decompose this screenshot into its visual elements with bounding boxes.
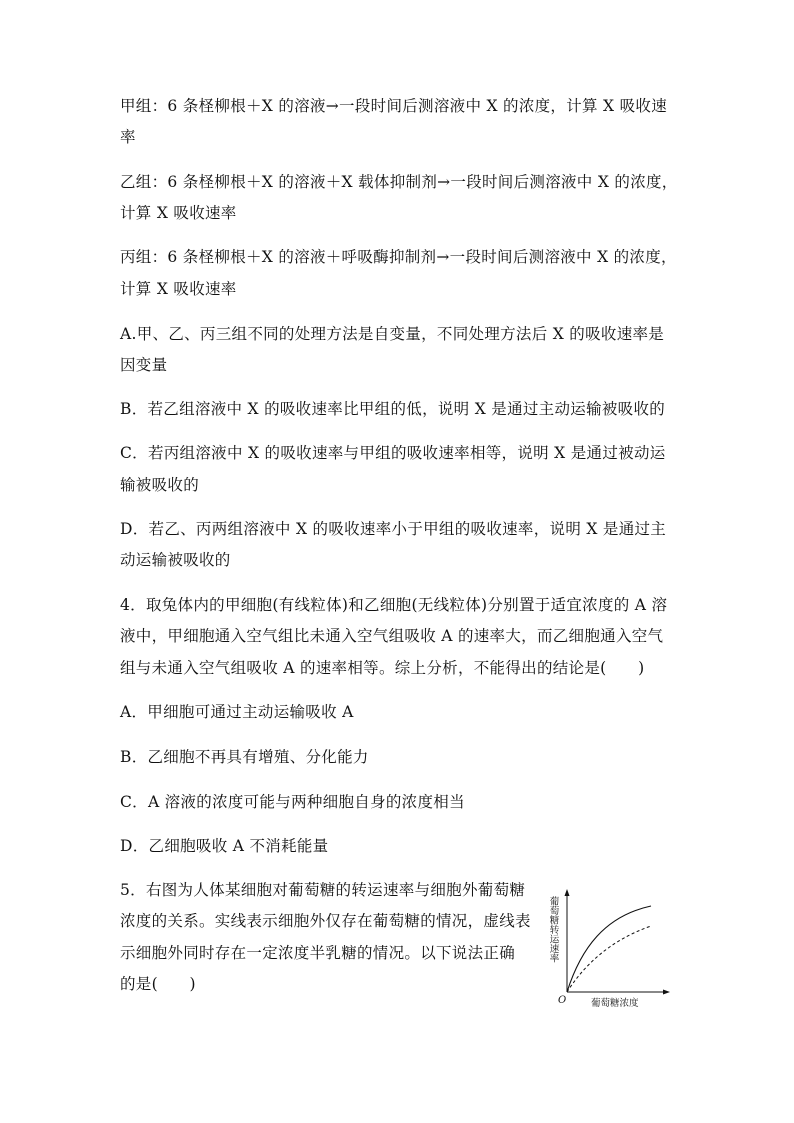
- q3-option-b: B．若乙组溶液中 X 的吸收速率比甲组的低，说明 X 是通过主动运输被吸收的: [120, 400, 666, 418]
- figure-svg: [545, 888, 685, 1013]
- q4-option-a: A．甲细胞可通过主动运输吸收 A: [120, 703, 354, 721]
- q3-option-d-line-1: D．若乙、丙两组溶液中 X 的吸收速率小于甲组的吸收速率，说明 X 是通过主: [120, 520, 667, 538]
- q5-stem-line-2: 浓度的关系。实线表示细胞外仅存在葡萄糖的情况，虚线表: [120, 912, 531, 930]
- group-jia-line-2: 率: [120, 128, 136, 146]
- q4-option-b: B．乙细胞不再具有增殖、分化能力: [120, 748, 369, 766]
- group-yi-line-1: 乙组：6 条柽柳根＋X 的溶液＋X 载体抑制剂→一段时间后测溶液中 X 的浓度，: [120, 173, 678, 191]
- q3-option-c-line-2: 输被吸收的: [120, 476, 200, 494]
- q5-stem-line-3: 示细胞外同时存在一定浓度半乳糖的情况。以下说法正确: [120, 944, 516, 962]
- group-jia-line-1: 甲组：6 条柽柳根＋X 的溶液→一段时间后测溶液中 X 的浓度，计算 X 吸收速: [120, 97, 668, 115]
- q4-option-d: D．乙细胞吸收 A 不消耗能量: [120, 837, 329, 855]
- q3-option-a-line-1: A.甲、乙、丙三组不同的处理方法是自变量，不同处理方法后 X 的吸收速率是: [120, 325, 665, 343]
- q4-stem-line-1: 4．取兔体内的甲细胞(有线粒体)和乙细胞(无线粒体)分别置于适宜浓度的 A 溶: [120, 596, 668, 614]
- q3-option-d-line-2: 动运输被吸收的: [120, 551, 231, 569]
- group-bing-line-2: 计算 X 吸收速率: [120, 280, 237, 298]
- dashed-curve-with-galactose: [567, 926, 651, 992]
- x-axis-arrow: [663, 990, 670, 995]
- q4-option-c: C．A 溶液的浓度可能与两种细胞自身的浓度相当: [120, 793, 465, 811]
- q5-stem-line-1: 5．右图为人体某细胞对葡萄糖的转运速率与细胞外葡萄糖: [120, 881, 526, 899]
- q3-option-c-line-1: C．若丙组溶液中 X 的吸收速率与甲组的吸收速率相等，说明 X 是通过被动运: [120, 444, 666, 462]
- q3-option-a-line-2: 因变量: [120, 356, 168, 374]
- origin-label: O: [558, 995, 567, 1006]
- q5-stem-line-4: 的是( ): [120, 975, 196, 993]
- group-bing-line-1: 丙组：6 条柽柳根＋X 的溶液＋呼吸酶抑制剂→一段时间后测溶液中 X 的浓度，: [120, 248, 677, 266]
- solid-curve-glucose-only: [567, 906, 651, 992]
- group-yi-line-2: 计算 X 吸收速率: [120, 204, 237, 222]
- glucose-transport-figure: [545, 888, 685, 1013]
- q4-stem-line-2: 液中，甲细胞通入空气组比未通入空气组吸收 A 的速率大，而乙细胞通入空气: [120, 627, 664, 645]
- y-axis-arrow: [565, 889, 570, 896]
- y-axis-label: 葡萄糖转运速率: [547, 896, 559, 963]
- x-axis-label: 葡萄糖浓度: [591, 998, 639, 1009]
- q4-stem-line-3: 组与未通入空气组吸收 A 的速率相等。综上分析，不能得出的结论是( ): [120, 659, 645, 677]
